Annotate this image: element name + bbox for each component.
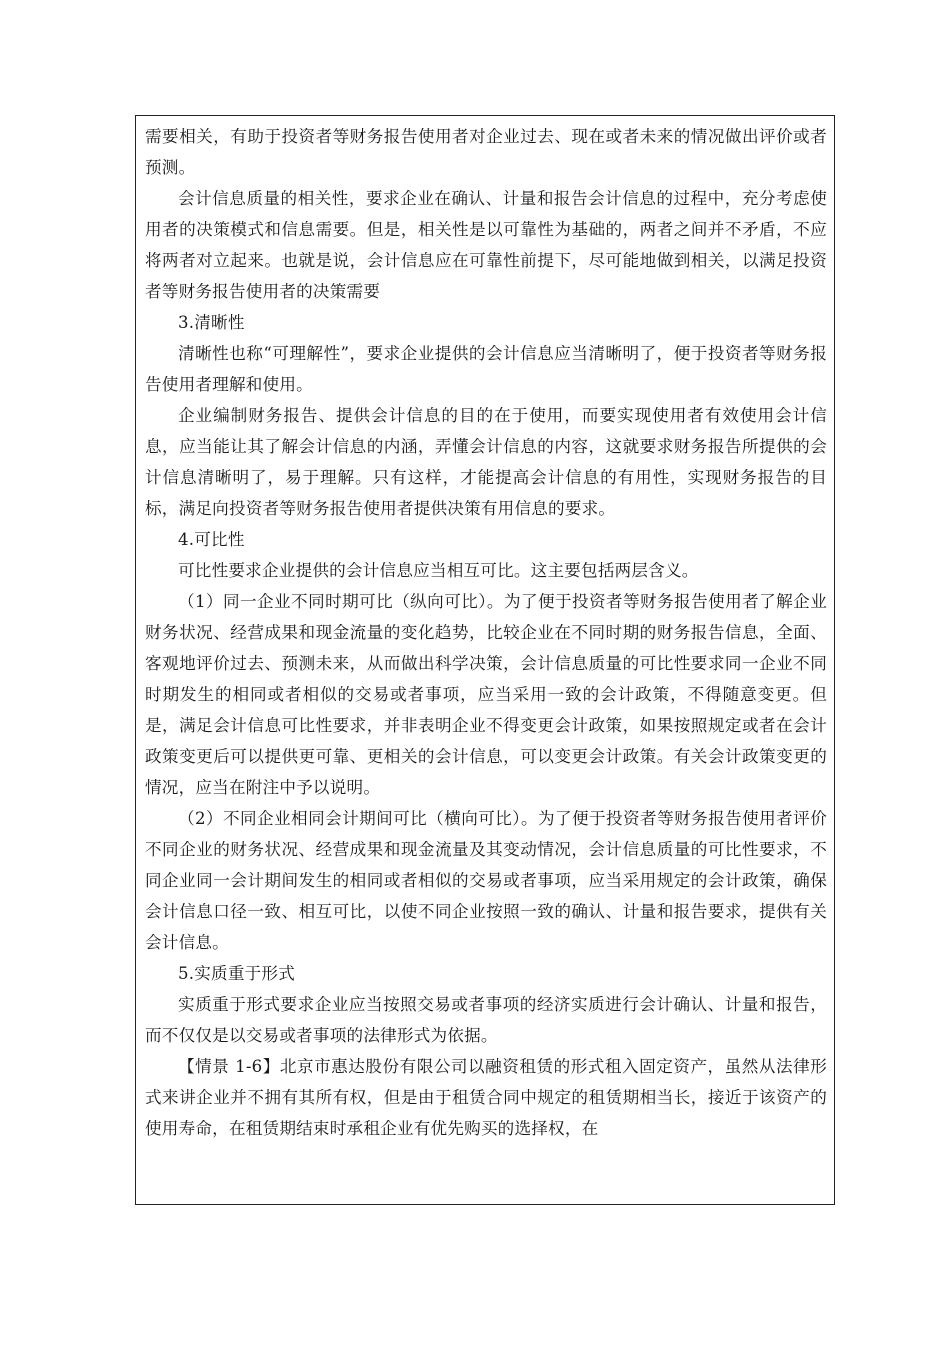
paragraph-continuation: 需要相关，有助于投资者等财务报告使用者对企业过去、现在或者未来的情况做出评价或者预测。 [145, 127, 827, 177]
heading-clarity: 3.清晰性 [178, 313, 245, 332]
heading-substance-over-form: 5.实质重于形式 [178, 964, 295, 983]
paragraph-comparability-definition: 可比性要求企业提供的会计信息应当相互可比。这主要包括两层含义。 [178, 561, 699, 580]
heading-comparability: 4.可比性 [178, 530, 245, 549]
paragraph-clarity-purpose: 企业编制财务报告、提供会计信息的目的在于使用，而要实现使用者有效使用会计信息，应当能让其了解会计信息的内涵，弄懂会计信息的内容，这就要求财务报告所提供的会计信息清晰明了，易于理解。只有这样，才能提高会计信息的有用性，实现财务报告的目标，满足向投资者等财务报告使用者提供决策有用信息的要求。 [145, 406, 827, 518]
paragraph-scenario-1-6: 【情景 1-6】北京市惠达股份有限公司以融资租赁的形式租入固定资产，虽然从法律形式来讲企业并不拥有其所有权，但是由于租赁合同中规定的租赁期相当长，接近于该资产的使用寿命，在租赁期结束时承租企业有优先购买的选择权，在 [145, 1057, 827, 1138]
content-frame [135, 115, 835, 1205]
paragraph-horizontal-comparability: （2）不同企业相同会计期间可比（横向可比）。为了便于投资者等财务报告使用者评价不同企业的财务状况、经营成果和现金流量及其变动情况，会计信息质量的可比性要求，不同企业同一会计期间发生的相同或者相似的交易或者事项，应当采用规定的会计政策，确保会计信息口径一致、相互可比，以使不同企业按照一致的确认、计量和报告要求，提供有关会计信息。 [145, 809, 827, 952]
paragraph-vertical-comparability: （1）同一企业不同时期可比（纵向可比）。为了便于投资者等财务报告使用者了解企业财务状况、经营成果和现金流量的变化趋势，比较企业在不同时期的财务报告信息，全面、客观地评价过去、预测未来，从而做出科学决策，会计信息质量的可比性要求同一企业不同时期发生的相同或者相似的交易或者事项，应当采用一致的会计政策，不得随意变更。但是，满足会计信息可比性要求，并非表明企业不得变更会计政策，如果按照规定或者在会计政策变更后可以提供更可靠、更相关的会计信息，可以变更会计政策。有关会计政策变更的情况，应当在附注中予以说明。 [145, 592, 827, 797]
paragraph-substance-over-form: 实质重于形式要求企业应当按照交易或者事项的经济实质进行会计确认、计量和报告，而不仅仅是以交易或者事项的法律形式为依据。 [145, 995, 827, 1045]
paragraph-relevance: 会计信息质量的相关性，要求企业在确认、计量和报告会计信息的过程中，充分考虑使用者的决策模式和信息需要。但是，相关性是以可靠性为基础的，两者之间并不矛盾，不应将两者对立起来。也就是说，会计信息应在可靠性前提下，尽可能地做到相关，以满足投资者等财务报告使用者的决策需要 [145, 189, 827, 301]
paragraph-clarity-definition: 清晰性也称“可理解性”，要求企业提供的会计信息应当清晰明了，便于投资者等财务报告使用者理解和使用。 [145, 344, 827, 394]
